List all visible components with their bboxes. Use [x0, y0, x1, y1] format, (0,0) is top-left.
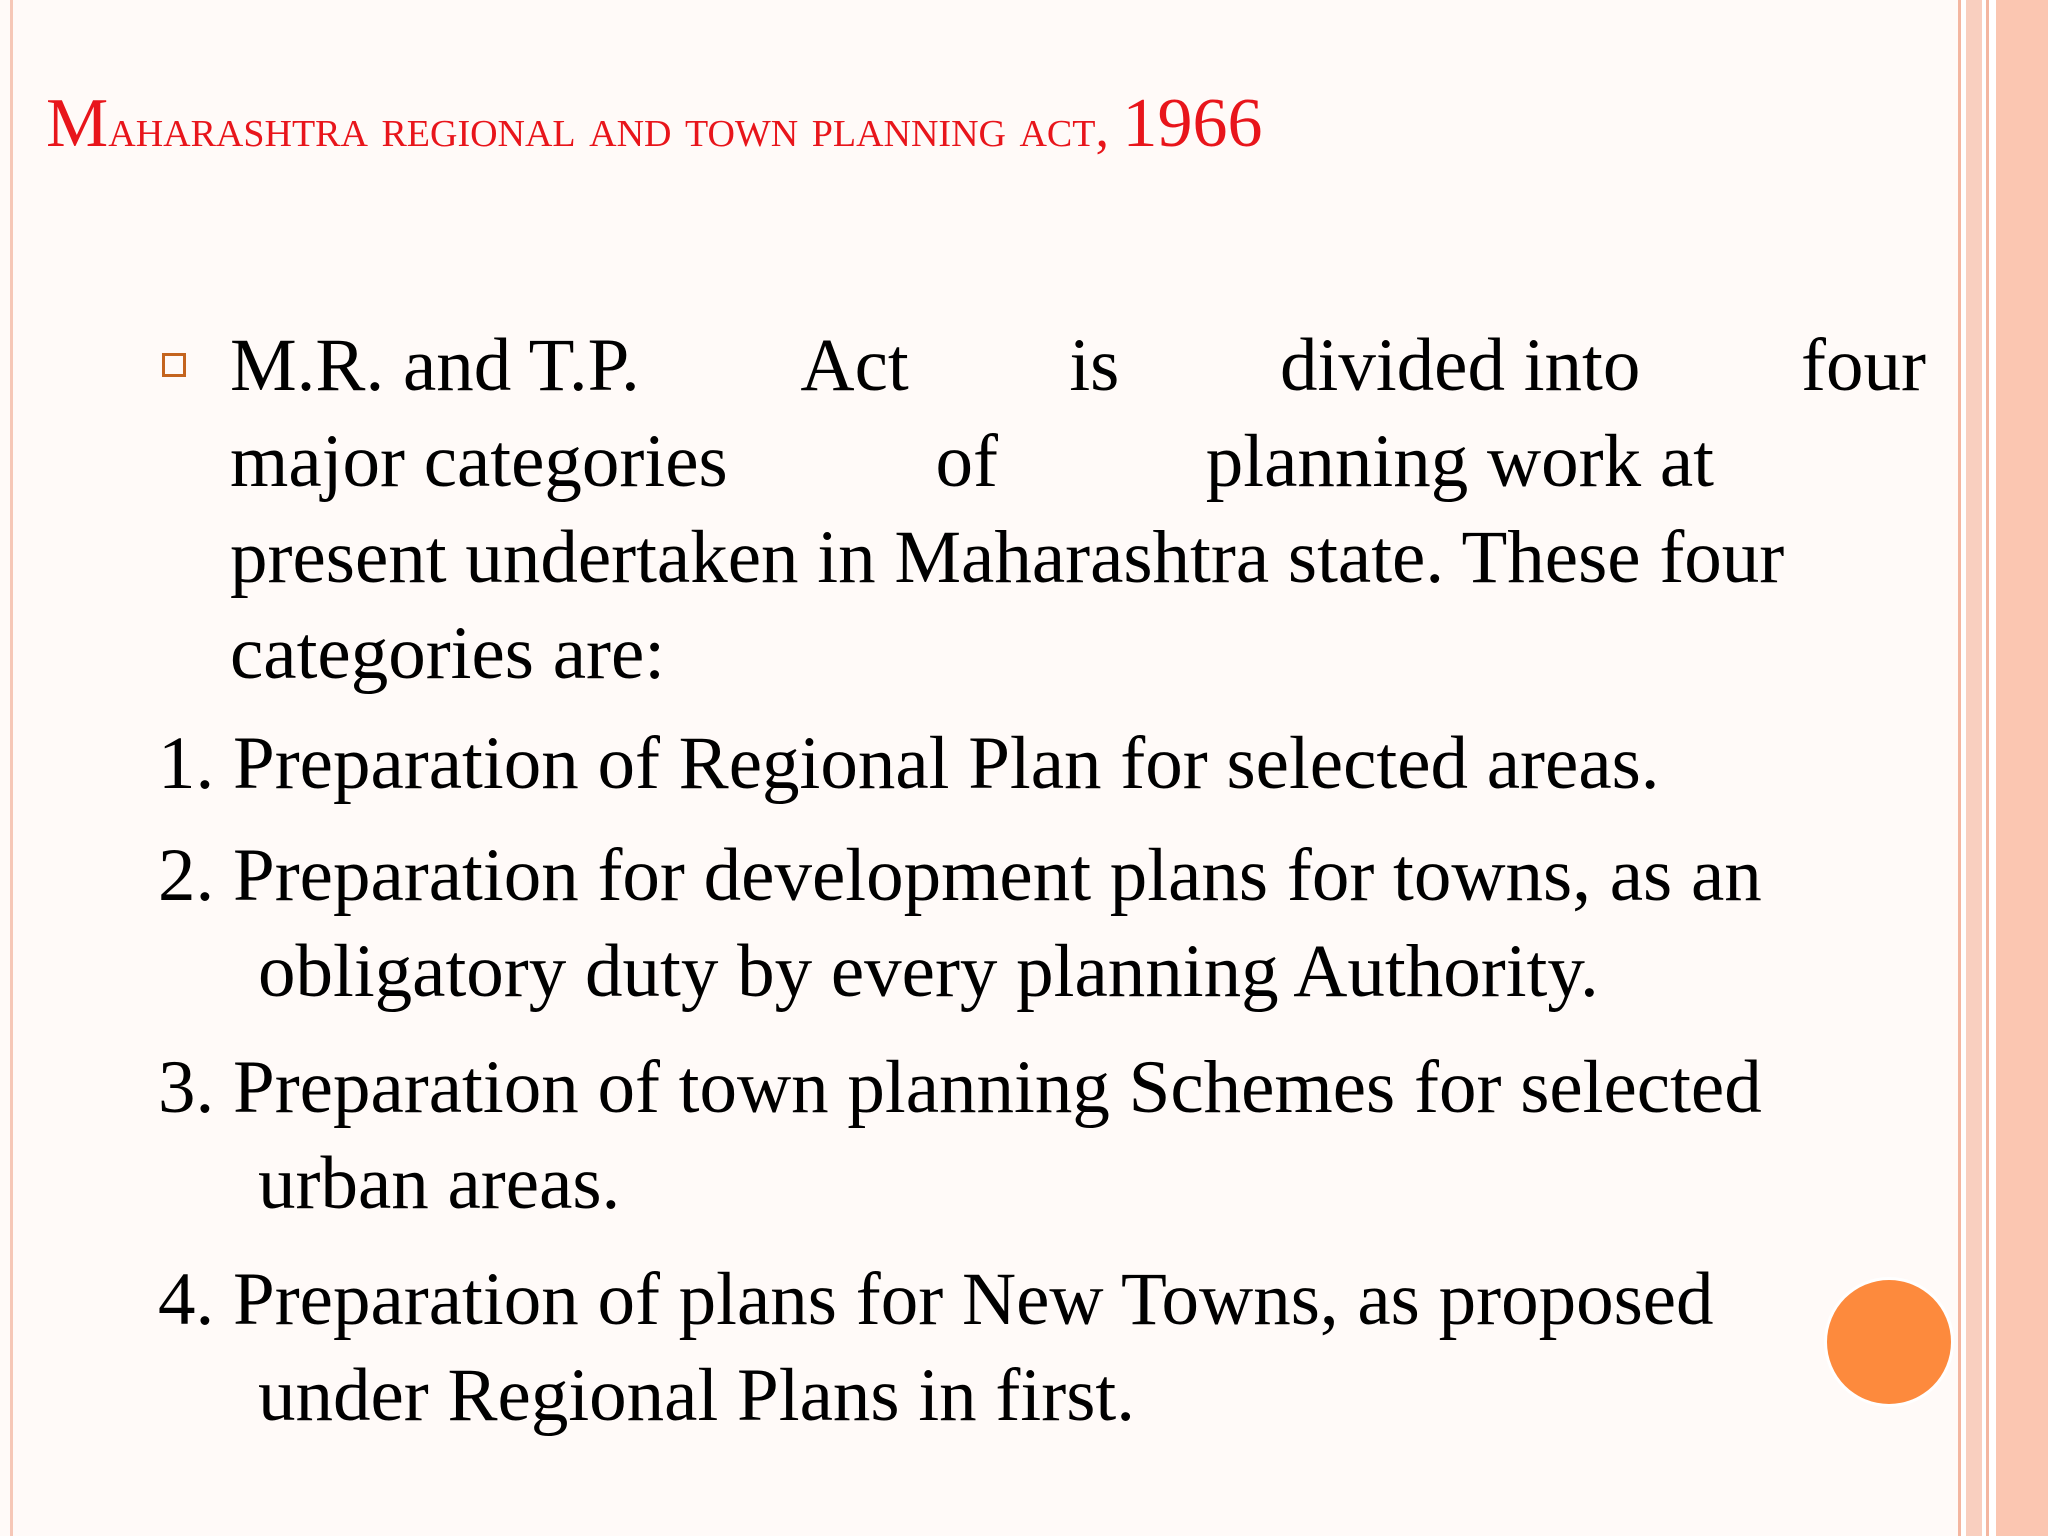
bullet-word: four [1801, 324, 1926, 407]
bullet-paragraph [230, 318, 1926, 702]
title-text: aharashtra regional and town planning act, [108, 98, 1123, 158]
list-item-text: 2. Preparation for development plans for towns, as an [158, 834, 1762, 917]
right-border-stripe [1966, 0, 1982, 1536]
bullet-line: categories are: [230, 612, 666, 695]
right-border-line [1986, 0, 1989, 1536]
list-item [158, 716, 1660, 812]
bullet-line [230, 414, 1714, 510]
list-item-continuation: under Regional Plans in first. [258, 1354, 1135, 1437]
list-item-continuation: obligatory duty by every planning Authority. [258, 930, 1599, 1013]
orange-circle-decoration [1827, 1280, 1951, 1404]
list-item-continuation: urban areas. [258, 1142, 621, 1225]
bullet-word: major categories [230, 420, 728, 503]
title-year: 1966 [1122, 85, 1263, 162]
list-item [158, 828, 1762, 1020]
list-item-text: 1. Preparation of Regional Plan for selected areas. [158, 722, 1660, 805]
title-initial: M [46, 85, 109, 162]
right-border-stripe [1996, 0, 2048, 1536]
list-item-text: 3. Preparation of town planning Schemes for selected [158, 1046, 1762, 1129]
bullet-word: is [1069, 324, 1120, 407]
bullet-line: present undertaken in Maharashtra state. These four [230, 516, 1785, 599]
list-item [158, 1252, 1714, 1444]
list-item-text: 4. Preparation of plans for New Towns, as proposed [158, 1258, 1714, 1341]
bullet-word: planning work at [1205, 420, 1714, 503]
slide-title [46, 84, 1946, 168]
bullet-word: Act [800, 324, 909, 407]
bullet-word: divided into [1280, 324, 1641, 407]
bullet-word: of [935, 420, 998, 503]
right-border-line [1958, 0, 1961, 1536]
list-item [158, 1040, 1762, 1232]
left-border-line [10, 0, 13, 1536]
bullet-word: M.R. and T.P. [230, 324, 640, 407]
bullet-line [230, 318, 1926, 414]
bullet-square-icon [162, 353, 186, 377]
